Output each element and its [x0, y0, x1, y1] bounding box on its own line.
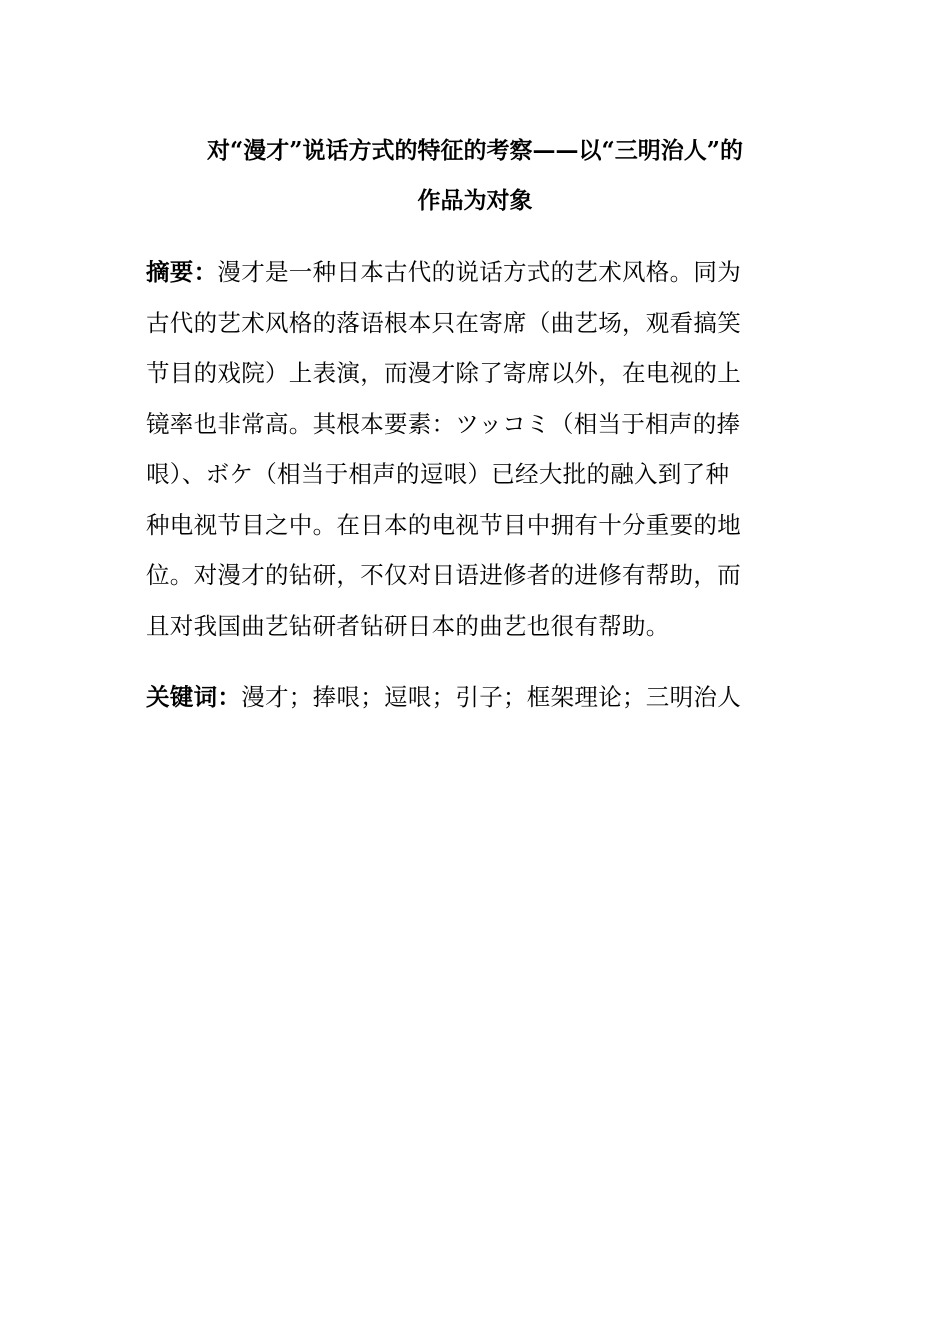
- abstract-text-line: 节目的戏院）上表演，而漫才除了寄席以外，在电视的上: [146, 359, 741, 387]
- keywords-label: 关键词：: [146, 683, 242, 711]
- abstract-text-line: 镜率也非常高。其根本要素：ツッコミ（相当于相声的捧: [146, 409, 741, 438]
- abstract-text-line: 种电视节目之中。在日本的电视节目中拥有十分重要的地: [146, 510, 741, 539]
- abstract-text-line: 且对我国曲艺钻研者钻研日本的曲艺也很有帮助。: [146, 611, 670, 640]
- abstract-text-line: 哏）、ボケ（相当于相声的逗哏）已经大批的融入到了种: [146, 460, 730, 488]
- abstract-text-line: 古代的艺术风格的落语根本只在寄席（曲艺场，观看搞笑: [146, 308, 741, 337]
- abstract-line-1: [146, 247, 796, 298]
- abstract-text-line: 漫才是一种日本古代的说话方式的艺术风格。同为: [217, 258, 742, 286]
- paper-title-line-1: 对“漫才”说话方式的特征的考察——以“三明治人”的: [207, 137, 743, 164]
- abstract-paragraph: [146, 247, 796, 651]
- abstract-text-line: 位。对漫才的钻研，不仅对日语进修者的进修有帮助，而: [146, 561, 741, 589]
- keywords-paragraph: [146, 672, 796, 722]
- paper-title: [140, 126, 810, 226]
- abstract-label: 摘要：: [146, 258, 218, 286]
- paper-title-line-2: 作品为对象: [417, 187, 533, 214]
- keywords-text: 漫才；捧哏；逗哏；引子；框架理论；三明治人: [241, 683, 742, 711]
